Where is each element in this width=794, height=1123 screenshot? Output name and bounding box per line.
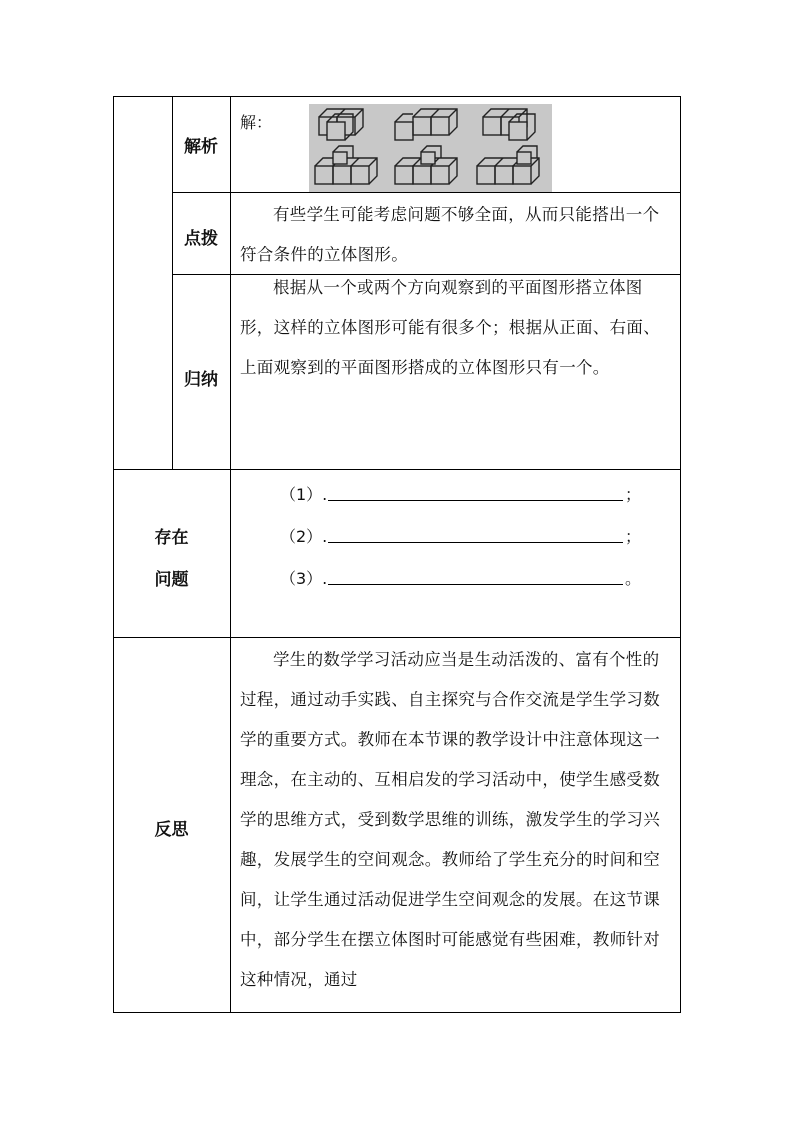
row-divider-analysis: [172, 192, 681, 193]
table-border-bottom: [113, 1012, 681, 1013]
problem-item-3-end: 。: [625, 569, 642, 588]
cubes-illustration: [309, 104, 552, 192]
problem-item-3-blank[interactable]: [328, 584, 623, 585]
reflection-label: 反思: [154, 820, 189, 840]
summary-label: 归纳: [184, 370, 218, 390]
cube-group-top-1: [319, 109, 363, 140]
cube-group-bottom-2: [395, 146, 457, 184]
problem-item-2-end: ；: [625, 527, 642, 546]
analysis-label: 解析: [184, 137, 218, 157]
tip-label: 点拨: [184, 229, 218, 249]
cube-group-top-2: [395, 109, 457, 140]
cube-group-top-3: [483, 109, 535, 140]
table-border-top: [113, 96, 681, 97]
problem-item-2-number: （2）.: [280, 527, 328, 546]
table-border-right: [680, 96, 681, 1013]
problems-label-line1: 存在: [154, 528, 189, 548]
cube-arrangements-figure: [309, 104, 552, 192]
table-border-left: [113, 96, 114, 1013]
problems-label-line2: 问题: [154, 570, 189, 590]
analysis-intro: 解：: [240, 113, 273, 132]
summary-text: 根据从一个或两个方向观察到的平面图形搭立体图形，这样的立体图形可能有很多个；根据从正面、右面、上面观察到的平面图形搭成的立体图形只有一个。: [240, 278, 660, 377]
problem-item-1-number: （1）.: [280, 485, 328, 504]
problem-item-1-end: ；: [625, 485, 642, 504]
row-divider-summary: [113, 469, 681, 470]
problem-item-3-number: （3）.: [280, 569, 328, 588]
cube-group-bottom-3: [477, 146, 539, 184]
content-column-divider: [230, 96, 231, 1013]
cube-group-bottom-1: [315, 146, 377, 184]
problem-item-2-blank[interactable]: [328, 542, 623, 543]
tip-text: 有些学生可能考虑问题不够全面，从而只能搭出一个符合条件的立体图形。: [240, 205, 660, 264]
problem-item-1-blank[interactable]: [328, 500, 623, 501]
reflection-text: 学生的数学学习活动应当是生动活泼的、富有个性的过程，通过动手实践、自主探究与合作交流是学生学习数学的重要方式。教师在本节课的教学设计中注意体现这一理念，在主动的、互相启发的学习活动中，使学生感受数学的思维方式，受到数学思维的训练，激发学生的学习兴趣，发展学生的空间观念。教师给了学生充分的时间和空间，让学生通过活动促进学生空间观念的发展。在这节课中，部分学生在摆立体图时可能感觉有些困难，教师针对这种情况，通过: [240, 650, 660, 989]
row-divider-problems: [113, 637, 681, 638]
